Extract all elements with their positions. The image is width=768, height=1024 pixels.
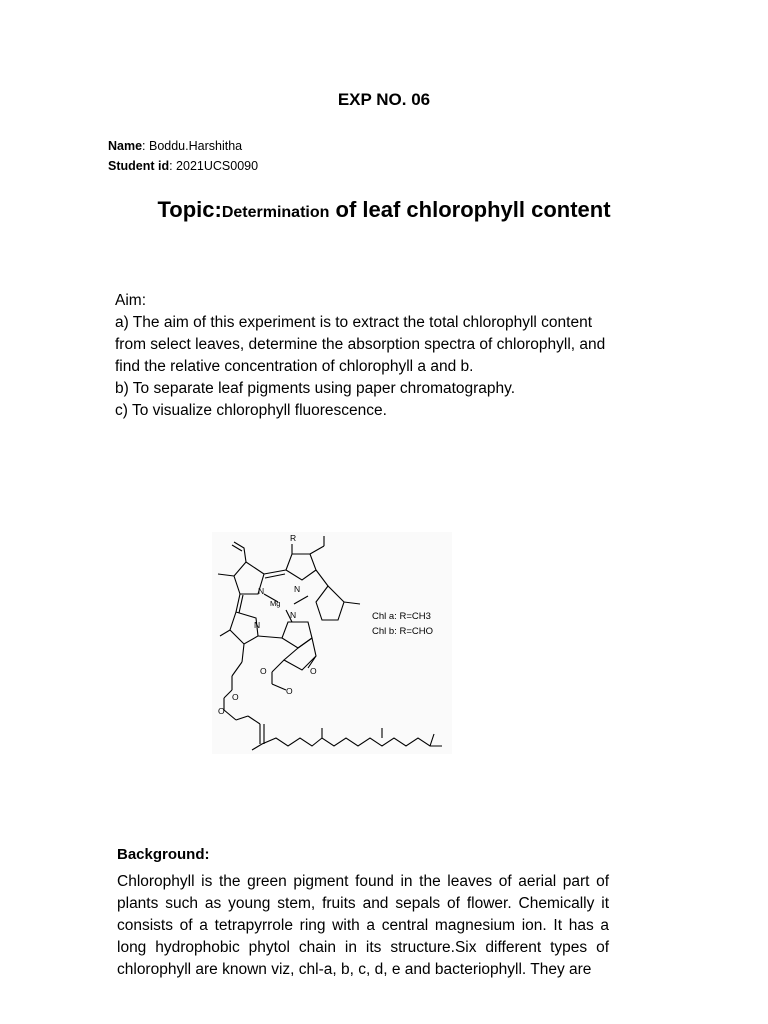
student-name-line bbox=[108, 139, 242, 153]
magnesium-label: Mg bbox=[270, 599, 281, 608]
aim-line: b) To separate leaf pigments using paper chromatography. bbox=[115, 380, 516, 397]
student-id-label: Student id bbox=[108, 159, 170, 173]
name-value: : Boddu.Harshitha bbox=[142, 139, 243, 153]
oxygen-label: O bbox=[232, 692, 239, 702]
background-paragraph: Chlorophyll is the green pigment found in the leaves of aerial part of plants such as young stem, fruits and sepals of flower. Chemically it consists of a tetrapyrrole ring with a central magnesium ion. It has a long hydrophobic phytol chain in its structure.Six different types of chlorophyll are known viz, chl-a, b, c, d, e and bacteriophyll. They are bbox=[117, 873, 609, 978]
oxygen-label: O bbox=[286, 686, 293, 696]
nitrogen-label: N bbox=[290, 610, 297, 620]
background-heading: Background: bbox=[117, 846, 210, 863]
experiment-title: EXP NO. 06 bbox=[337, 90, 431, 109]
student-id-line bbox=[108, 159, 258, 173]
student-id-value: : 2021UCS0090 bbox=[169, 159, 259, 173]
chl-a-label: Chl a: R=CH3 bbox=[372, 611, 431, 622]
oxygen-label: O bbox=[218, 706, 225, 716]
r-group-label: R bbox=[290, 533, 297, 543]
topic-heading bbox=[0, 197, 768, 223]
aim-line: c) To visualize chlorophyll fluorescence. bbox=[115, 402, 387, 419]
aim-heading: Aim: bbox=[115, 292, 146, 309]
oxygen-label: O bbox=[260, 666, 267, 676]
chlorophyll-structure-figure bbox=[212, 532, 452, 754]
nitrogen-label: N bbox=[254, 620, 261, 630]
nitrogen-label: N bbox=[258, 586, 265, 596]
chl-b-label: Chl b: R=CHO bbox=[372, 626, 433, 637]
aim-line: a) The aim of this experiment is to extract the total chlorophyll content bbox=[115, 314, 593, 331]
topic-rest: of leaf chlorophyll content bbox=[329, 197, 611, 222]
aim-line: find the relative concentration of chlorophyll a and b. bbox=[115, 358, 474, 375]
nitrogen-label: N bbox=[294, 584, 301, 594]
topic-word: Determination bbox=[221, 204, 330, 221]
name-label: Name bbox=[108, 139, 143, 153]
topic-label: Topic: bbox=[157, 197, 222, 222]
aim-section bbox=[115, 290, 645, 422]
oxygen-label: O bbox=[310, 666, 317, 676]
aim-line: from select leaves, determine the absorption spectra of chlorophyll, and bbox=[115, 336, 606, 353]
